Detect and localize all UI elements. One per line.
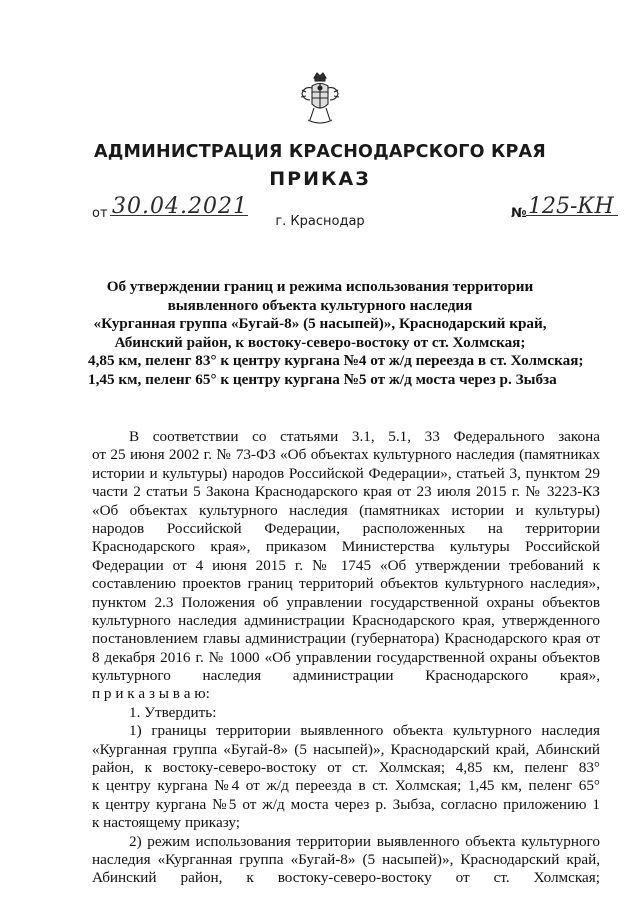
- handwritten-number: 125-КН: [528, 194, 614, 219]
- title-line: Об утверждении границ и режима использования территории: [106, 278, 534, 295]
- title-line: 4,85 км, пеленг 83° к центру кургана №4 от ж/д переезда в ст. Холмская;: [88, 352, 584, 370]
- body-line: к настоящему приказу;: [92, 814, 240, 832]
- coat-of-arms-emblem: [300, 70, 340, 126]
- handwritten-date: 30.04.2021: [112, 194, 248, 219]
- title-line: Абинский район, к востоку-северо-востоку от ст. Холмская;: [114, 333, 526, 351]
- body-line: к центру кургана №4 от ж/д переезда в ст. Холмская; 1,45 км, пеленг 65°: [92, 777, 600, 795]
- body-line: Абинский район, к востоку-северо-востоку от ст. Холмская;: [92, 869, 600, 887]
- order-body: [92, 428, 600, 888]
- body-line: район, к востоку-северо-востоку от ст. Холмская; 4,85 км, пеленг 83°: [92, 759, 600, 777]
- title-line: выявленного объекта культурного наследия: [167, 296, 473, 314]
- title-line: «Курганная группа «Бугай-8» (5 насыпей)», Краснодарский край,: [93, 315, 547, 333]
- body-line: 8 декабря 2016 г. № 1000 «Об управлении государственной охраны объектов: [92, 648, 600, 666]
- body-line: культурного наследия администрации Краснодарского края»,: [92, 667, 600, 685]
- body-line: культурного наследия администрации Краснодарского края, утвержденного: [92, 611, 600, 629]
- body-line: народов Российской Федерации, расположенных на территории: [92, 519, 600, 537]
- city: г. Краснодар: [275, 214, 365, 229]
- body-line: части 2 статьи 5 Закона Краснодарского края от 23 июля 2015 г. № 3223-КЗ: [92, 483, 600, 501]
- body-line: Федерации от 4 июня 2015 г. № 1745 «Об утверждении требований к: [92, 556, 600, 574]
- title-line: 1,45 км, пеленг 65° к центру кургана №5 от ж/д моста через р. Зыбза: [88, 370, 557, 388]
- body-line: 1. Утвердить:: [129, 703, 217, 721]
- document-type: ПРИКАЗ: [269, 168, 371, 190]
- organization-name: АДМИНИСТРАЦИЯ КРАСНОДАРСКОГО КРАЯ: [94, 142, 546, 162]
- number-label: №: [511, 206, 527, 221]
- body-line: постановлением главы администрации (губернатора) Краснодарского края от: [92, 630, 600, 648]
- body-line: от 25 июня 2002 г. № 73-ФЗ «Об объектах культурного наследия (памятниках: [92, 446, 600, 464]
- body-line: истории и культуры) народов Российской Федерации», статьей 3, пунктом 29: [92, 464, 600, 482]
- body-line: пунктом 2.3 Положения об управлении государственной охраны объектов: [92, 593, 600, 611]
- body-line: к центру кургана №5 от ж/д моста через р. Зыбза, согласно приложению 1: [92, 795, 600, 813]
- body-line: 1) границы территории выявленного объекта культурного наследия: [129, 722, 600, 740]
- order-title: [88, 278, 584, 390]
- body-line: составлению проектов границ территорий объектов культурного наследия»,: [92, 575, 600, 593]
- date-label: от: [92, 206, 108, 221]
- body-line: «Об объектах культурного наследия (памятниках истории и культуры): [92, 501, 600, 519]
- body-line: наследия «Курганная группа «Бугай-8» (5 насыпей)», Краснодарский край,: [92, 850, 600, 868]
- body-line: 2) режим использования территории выявленного объекта культурного: [129, 832, 600, 850]
- body-line: «Курганная группа «Бугай-8» (5 насыпей)», Краснодарский край, Абинский: [92, 740, 600, 758]
- body-line: В соответствии со статьями 3.1, 5.1, 33 Федерального закона: [129, 428, 600, 445]
- body-line: Краснодарского края», приказом Министерства культуры Российской: [92, 538, 600, 556]
- body-line-decree: п р и к а з ы в а ю:: [92, 685, 210, 703]
